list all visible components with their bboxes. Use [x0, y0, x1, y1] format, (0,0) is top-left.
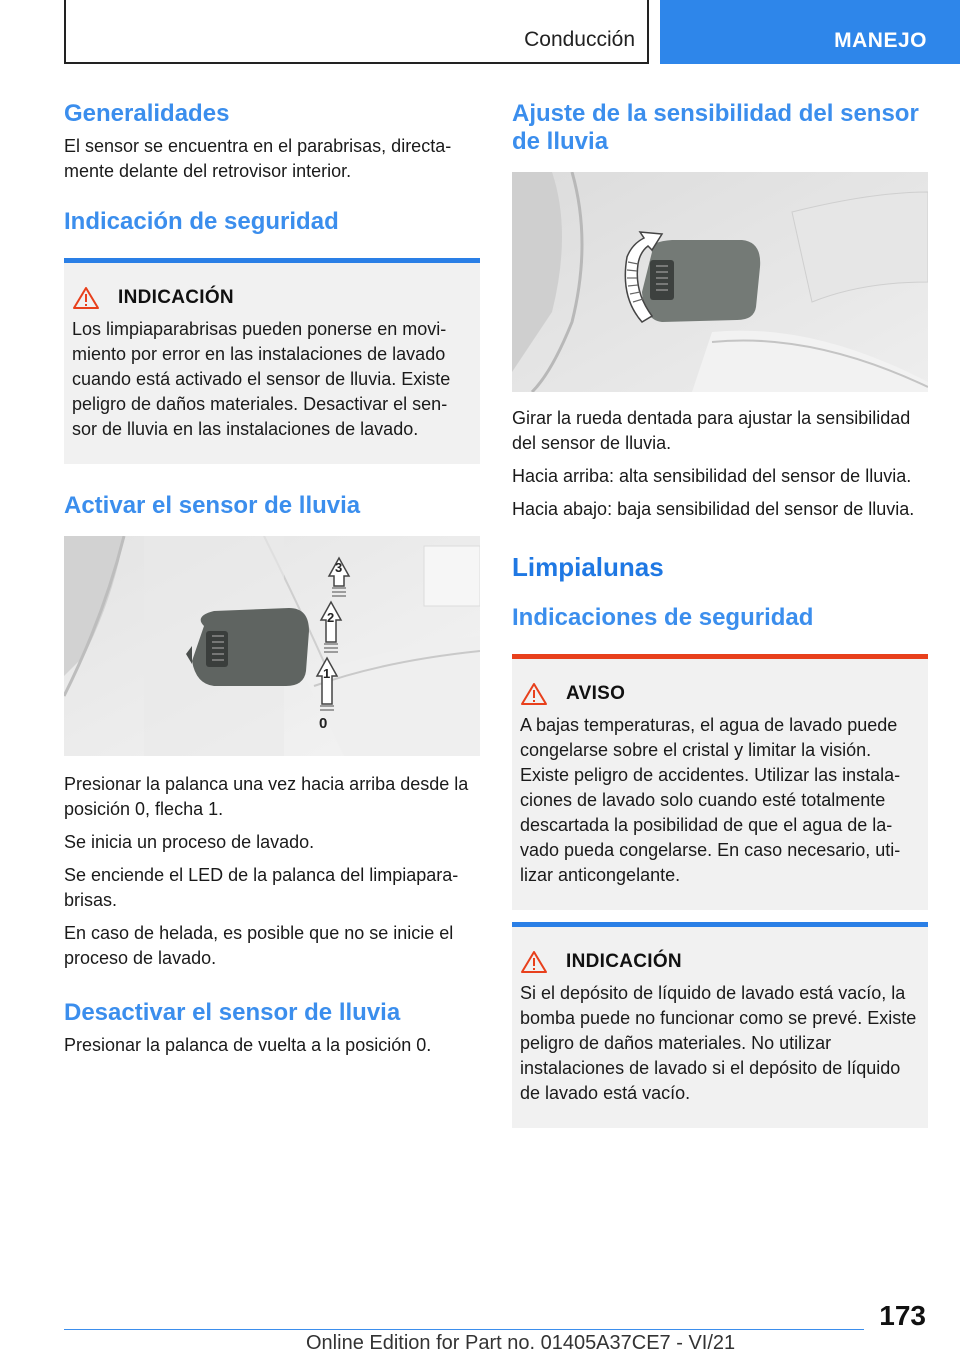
activate-paragraph-1: Presionar la palanca una vez hacia arriba desde la posición 0, flecha 1.	[64, 774, 469, 819]
warning-box	[512, 654, 928, 910]
adjust-paragraph-3: Hacia abajo: baja sensibilidad del sensor de lluvia.	[512, 499, 915, 519]
page-footer	[0, 1290, 960, 1362]
deactivate-text: Presionar la palanca de vuelta a la posición 0.	[64, 1035, 432, 1055]
warning-icon	[72, 286, 100, 310]
footer-rule	[64, 1329, 864, 1330]
adjust-paragraph-2: Hacia arriba: alta sensibilidad del sensor de lluvia.	[512, 466, 912, 486]
deactivate-heading: Desactivar el sensor de lluvia	[64, 999, 401, 1026]
generalidades-heading: Generalidades	[64, 100, 230, 127]
right-column	[512, 100, 928, 1128]
arrow-label-2: 2	[327, 610, 335, 625]
warning-icon	[520, 682, 548, 706]
section-title: MANEJO	[834, 29, 927, 52]
safety-heading: Indicación de seguridad	[64, 208, 339, 235]
adjust-heading: Ajuste de la sensibilidad del sensor de lluvia	[512, 100, 919, 155]
chapter-title: Conducción	[524, 28, 635, 51]
notice-label: INDICACIÓN	[118, 287, 234, 308]
generalidades-text: El sensor se encuentra en el parabrisas, directa-mente delante del retrovisor interior.	[64, 136, 452, 181]
chapter-tab	[64, 0, 649, 64]
notice-text: Si el depósito de líquido de lavado está vacío, la bomba puede no funcionar como se prevé. Existe peligro de daños materiales. No utilizar instalaciones de lavado si el depósito de líquido de lavado está vacío.	[520, 983, 917, 1103]
page-header	[0, 0, 960, 66]
wiper-lever-illustration	[64, 536, 480, 756]
limpialunas-heading: Limpialunas	[512, 552, 664, 582]
warning-text: A bajas temperaturas, el agua de lavado puede congelarse sobre el cristal y limitar la visión. Existe peligro de accidentes. Utilizar las instala-ciones de lavado solo cuando esté totalmente descartada la posibilidad de que el agua de la-vado pueda congelarse. En caso necesario, uti-lizar anticongelante.	[520, 715, 901, 885]
arrow-label-3: 3	[335, 560, 343, 575]
position-label-0: 0	[319, 715, 328, 732]
activate-heading: Activar el sensor de lluvia	[64, 492, 361, 519]
section-tab	[660, 0, 960, 64]
page-number: 173	[879, 1300, 926, 1331]
left-column	[64, 100, 480, 1058]
notice-box	[64, 258, 480, 464]
notice-text: Los limpiaparabrisas pueden ponerse en movi-miento por error en las instalaciones de lavado cuando está activado el sensor de lluvia. Existe peligro de daños materiales. Desactivar el sen-sor de lluvia en las instalaciones de lavado.	[72, 319, 451, 439]
activate-paragraph-4: En caso de helada, es posible que no se inicie el proceso de lavado.	[64, 923, 454, 968]
notice-label: INDICACIÓN	[566, 951, 682, 972]
arrow-label-1: 1	[323, 666, 331, 681]
warning-label: AVISO	[566, 683, 626, 704]
activate-paragraph-2: Se inicia un proceso de lavado.	[64, 832, 315, 852]
edition-text: Online Edition for Part no. 01405A37CE7 - VI/21	[306, 1332, 736, 1354]
sensitivity-wheel-illustration	[512, 172, 928, 392]
notice-box	[512, 922, 928, 1128]
safety-indications-heading: Indicaciones de seguridad	[512, 604, 814, 631]
warning-icon	[520, 950, 548, 974]
activate-paragraph-3: Se enciende el LED de la palanca del limpiapara-brisas.	[64, 865, 459, 910]
adjust-paragraph-1: Girar la rueda dentada para ajustar la sensibilidad del sensor de lluvia.	[512, 408, 911, 453]
